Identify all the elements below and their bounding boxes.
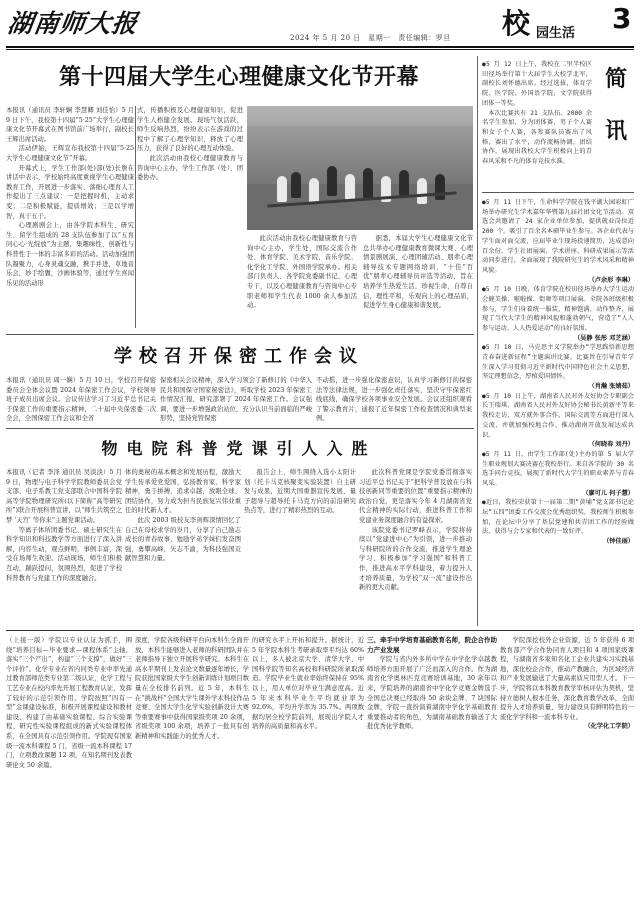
story3-column-1 [6, 468, 122, 583]
story1-column-3 [247, 234, 473, 330]
photo-figure [435, 174, 445, 200]
story1-column-2 [137, 106, 243, 183]
brief-item [482, 450, 634, 498]
section-title-big: 校 [502, 7, 531, 40]
column-rule [477, 56, 478, 626]
photo-sky [247, 106, 473, 126]
masthead [0, 0, 640, 50]
paragraph: ●5 月 10 日晚，体育学院在校田径场举办大学生运动会健美操、啦啦操、街舞等项目展演。全院各班级积极参与，学生们身着统一服装，精神饱满，动作整齐，展现了当代大学生的精神风貌和蓬勃朝气，营造了“人人参与运动、人人热爱运动”的良好氛围。 [482, 286, 634, 333]
photo-figure [277, 176, 287, 202]
section-rule [6, 630, 634, 631]
story2-headline: 学校召开保密工作会议 [114, 346, 364, 367]
paragraph: ●5 月 12 日上午，我校在二里半校区田径场举行第十大届学生大校学北军，副校长刘怀德出席。经过选拔，体育学院、医学院、外国语学院、文学院获得团体一等奖。 本次比赛共有 21 支队伍、2000 余名学生参加，分为团体赛、男子个人赛和女子个人赛，各参赛队员赛出了风格，赛出了水平，动作流畅协调，团结协作，展现出我校大学生积极向上的青春风采和不凡的体育竞技水准。 [482, 61, 592, 166]
brief-credit: （廖可儿 何子慧） [582, 489, 634, 497]
column-rule [135, 106, 136, 328]
paragraph: 本报讯（记者 李泽 通讯员 吴淡淡）5 月 9 日，物理与电子科学学院教师委员会党支部、电子系教工党支部联合中国科学院高等学院物理研究所(以下简称“高等研究所”)联合开展科普宣讲，以“师生共筑空之梦 ‘天宫’ 等你来”主题党课活动。 [6, 469, 122, 524]
paragraph: 开幕式上，学生工作部(处)部(处)长詹在讲话中表示，学校始终高度重视学生心理健康教育工作，开展进一步落实、落细心理育人工作提出了三点建议：一是把握时机，主动求变；二是积极赋能，提质增效；三是以学增智，真干五干。 [6, 164, 134, 220]
story3-column-3 [244, 468, 356, 516]
story2-column-2 [160, 376, 312, 424]
photo-figure [417, 178, 427, 204]
brief-title-char: 简 [604, 67, 627, 92]
paragraph: 学院与省内外多所中学在中学化学卓越教师培养方面开展了广泛而深入的合作。作为湖南省化学奥林匹克竞赛培训基地，30 余年以来，学院培养的湖南省中学化学竞赛金牌选手全国总决赛已经取得 50 余块金牌、7 块国际金牌，学院一直扮演着湖南中学化学基础教育重要推动者的角色，为湖南基础教育输送了大批优秀化学教师。 [367, 656, 497, 731]
story3-column-2 [125, 468, 241, 564]
bottom-column-2 [135, 636, 249, 742]
photo-figure [399, 170, 409, 196]
paragraph: ●近日，我校荣获第十一届第二期“黄埔”党支部书记论坛“五四”团委工作交流会优秀组织奖，我校师生积极参加，在论坛中分享了基层党建和共青团工作的经验做法，获得与会专家和代表的一致好评。 [482, 499, 634, 536]
header-rule [6, 46, 634, 48]
section-rule [6, 334, 474, 335]
paragraph: 活动伊始，王辉宣布我校第十四届“5·25 大学生心理健康文化节”开幕。 [6, 145, 134, 162]
brief-title [596, 64, 636, 168]
story1-column-1 [6, 106, 134, 288]
paragraph: 该院党委书记罗峰表示，学院将持续以“党建进中心”为引领，进一步推动与科研院所的合作交流，推进学生理论学习、积极参加“学习强国”和科普工作，推进高水平学科建设，着力提升人才培养质量，为学校“双一流”建设作出新的更大贡献。 [359, 526, 472, 592]
brief-item-lead [482, 60, 592, 167]
bottom-column-5 [500, 636, 634, 732]
paragraph: 式，传播积极及心理健康知识，促进学生人格健全发展。现场气氛活跃，师生反响热烈，纷纷表示在游戏的过程中了解了心理学知识，释放了心理压力，获得了良好的心理互动体验。 [137, 107, 243, 153]
brief-title-char: 讯 [604, 119, 627, 144]
section-header [500, 4, 640, 44]
brief-item [482, 498, 634, 546]
paragraph: 此次活动由我校心理健康教育与咨询中心主办，学生工作部（处）、团委协办。 [137, 154, 243, 182]
bottom-column-4 [367, 636, 497, 732]
paragraph: 此次科普党课是学院党委贯彻落实习近平总书记关于“把科学普及放在与科技创新同等重要的位置”重要指示精神的政治自觉，更是落实今年 4 月湖南省党代会精神的实际行动，推进科普工作和党建业务深度融合的有益探索。 [359, 469, 472, 524]
photo-figure [363, 168, 373, 198]
bottom-column-3 [252, 636, 364, 732]
story1-headline: 第十四届大学生心理健康文化节开幕 [58, 65, 419, 90]
paragraph: 此次 2003 级校友李剑辉深情回忆了自己在母校求学的岁月，分享了自己励志成长的青春故事，勉励学弟学妹们发奋图强，勇攀高峰，矢志不渝，为科技强国贡献智慧和力量。 [125, 516, 241, 563]
brief-item [482, 343, 634, 391]
paragraph: 心理剧剧会上，由各学院本科生、研究生、留学生组成的 28 支队伍参加了以“五育同心心·光绽放”为主题，集趣味性、创新性与科普性于一体的丰富多彩的活动。活动加强团队凝聚力，心身灵魂交融，携手并进，草地音乐会，妙手绘囊，沙画体验等，通过学生喜闻乐见的活动形 [6, 222, 134, 287]
section-title-small: 园生活 [536, 26, 576, 41]
story3-headline: 物电院科普党课引人入胜 [101, 439, 377, 458]
bottom-column-1 [6, 636, 132, 770]
photo-figure [327, 166, 337, 196]
paragraph: 报告会上，师生围绕入选小太阳计划（托卡马克核聚变实验装置）自主研发与成果，近期大国重器宣传发展、量子超导与超导托卡马克方向的前沿研究热点等，进行了精彩热烈的互动。 [244, 469, 356, 515]
paragraph: 不动摇，进一步强化保密意识，认真学习新修订的保密法等法律法规，进一步强化责任落实，坚决守牢保密红线底线，确保学校各项事业安全发展。会议还组织观看了警示教育片，通报了近年保密工作检查情况和典型案例。 [316, 377, 472, 423]
subheading: 三、牵手中学培育基础教育名师，院企合作助力产业发展 [367, 636, 497, 654]
paragraph: 学院深挖校外企业资源，近 5 年获得 6 项教育部产学合作协同育人项目和 4 项国家级课程，与湖南省多家知名化工企业共建实习实践基地，深化校企合作，推动产教融合，为区域经济和产业发展输送了大量高素质应用型人才。下一步，学院将以本科教育教学审核评估为契机，坚持立德树人根本任务，深化教育教学改革，全面提升人才培养质量，努力建设具有鲜明特色的一流化学学科和一流本科专业。 [500, 637, 634, 721]
brief-credit: （肖瀚 张婧茹） [588, 383, 634, 391]
paragraph: ●5 月 11 日下午，生命科学学院在钱平湖大园彩虹广场举办研究生学术嘉年华暨第九届社团文化节活动。双选会共邀请了 24 家企业单位参加，提供就业岗位近 200 个。吸引了百余名本硕毕业生参与。各企业代表与学生面对面交流，应届毕业生现场投递简历，达成意向百余份。学生社团展演、学术讲座、科研成果展示等活动同步进行，全面展现了我院研究生的学术风采和精神风貌。 [482, 199, 634, 274]
paragraph: 保密相关会议精神，深入学习领会了新修订的《中华人民共和国保守国家秘密法》，听取学校 2023 年保密工作情况汇报，研究部署了 2024 年保密工作。会议强调，要进一步增强政治站位，充分认识当前面临的严峻形势，坚持党管保密 [160, 377, 312, 423]
photo-figure [345, 174, 355, 200]
story2-column-1 [6, 376, 156, 424]
paragraph: 等离子体所团委书记、硕士研究生在科学知识和科技教学等方面进行了深入讲解，内容生动，观点鲜明，事例丰富，深受在场师生欢迎。活动现场，师生们积极互动，踊跃提问，氛围热烈，促进了学校科普教育与党建工作的深度融合。 [6, 526, 122, 582]
brief-credit: （何晓春 刘丹） [588, 441, 634, 449]
paragraph: 深度，学院各级科研平台向本科生全面开放，本科生能够进入老师的科研团队并在老师指导下独立开展科学研究。本科生在高水平期刊上发表论文数量逐年增长，学院获批国家级大学生创新训练计划项目数量在全校排名前列。近 5 年，本科生在“挑战杯”全国大学生课外学术科技作品竞赛、全国大学生化学实验创新设计大赛等重要赛事中获得国家级奖项 20 余项，省级奖项 100 余项，培养了一批具有创新精神和实践能力的优秀人才。 [135, 637, 249, 740]
paragraph: ●5 月 10 日上午，湖南省人民对外友好协会专职副会长王瑞琪、湖南省人民对外友好协会秘书长黄新平等来我校走访，双方就外事合作、国际交流等方面进行深入交流，并就加强校地合作、推动湖南开放发展达成共识。 [482, 392, 634, 439]
brief-item [482, 198, 634, 285]
brief-credit: （吴静 张彤 邓芝涵） [574, 334, 634, 342]
brief-rule [482, 192, 634, 193]
story-credit: （化学化工学院） [584, 723, 634, 731]
photo-figure [291, 172, 301, 198]
paragraph: ●5 月 10 日，马克思主义学院举办“学思践悟新思想 青春奋进新征程”主题演讲比赛。比赛旨在引导青年学生深入学习贯彻习近平新时代中国特色社会主义思想，坚定理想信念，厚植爱国情怀。 [482, 344, 634, 381]
page-number: 3 [612, 2, 632, 35]
section-rule [6, 428, 474, 429]
paragraph: 体的奥秘的基本概念和发展历程，激励大学生传承爱党爱国、弘扬教育家、科学家精神，勇于拼搏，追求卓越，放眼全球、团结协作，努力成为担当民族复兴伟业重任的时代新人才。 [125, 469, 241, 515]
paragraph: 本报讯（通讯员 李轩娴 李慧卿 刘佳怡）5 月 9 日下午，我校第十四届“5·25”大学生心理健康文化节开幕式在图书馆前广场举行，副校长王辉出席活动。 [6, 107, 134, 143]
paragraph: ●5 月 11 日，由学生工作部(处)主办的第 5 届大学生职业规划大赛决赛在我校举行。来自各学院的 30 名选手同台竞技，展现了新时代大学生的职业素养与青春风采。 [482, 450, 634, 487]
paragraph: （上接一版）学院以专业认证为抓手，围绕“培养目标—毕业要求—课程体系”主轴，落实“三个产出”，构建“三个支撑”，做好“三个评价”。化学专业在省内同类专业中率先通过教育部师范类专业第二级认证，化学工程与工艺专业在校内率先开展工程教育认证，发挥了较好的示范引领作用。学院按照“四有一型”金课建设标准，积极开展课程建设和教材建设，构建了由基础实验课程、综合实验课程、研究性实验课程组成的新式实验课程体系，在全国具有示范引领作用。学院现有国家级一流本科课程 5 门，省级一流本科课程 17 门，立项教改课题 12 项，在知名期刊发表教研论文 50 余篇。 [6, 637, 132, 769]
paragraph: 据悉，本届大学生心理健康文化节总共举办心理健康教育微课大赛、心理情景剧展演、心理团辅活动、朋辈心理辅导技术专题网络培训、“十佳”百优”朋辈心理辅导员评选等活动，旨在培养学生热爱生活，珍视生命，自尊自信，理性平和，乐观向上的心理品质，促进学生身心健康和谐发展。 [363, 235, 473, 310]
brief-credit: （钟佳丽） [603, 538, 634, 546]
event-photo [247, 106, 473, 230]
brief-item [482, 392, 634, 450]
paragraph: 此次活动由我校心理健康教育与咨询中心主办，学生处，国际交流合作处、体育学院、美术学院、音乐学院、化学化工学院、外国语学院承办。相关部门负责人、各学院党委副书记、心理专干，以及心理健康教育与咨询中心专职老师和学生代表 1000 余人参加活动。 [247, 235, 357, 310]
story2-column-3 [316, 376, 472, 424]
issue-line: 2024 年 5 月 20 日 星期一 责任编辑：罗旦 [290, 34, 451, 42]
brief-item [482, 285, 634, 343]
paragraph: 的研究水平上开拓和提升。据统计，近 5 年学院本科生考研录取率平均达 60% 以上，多人被北京大学、清华大学、中国科学院等知名高校和科研院所录取深造。学院毕业生就业率始终保持在 95% 以上，用人单位对毕业生满意度高。近 5 年来本科毕业生平均就业率为 92.6%，平均升学率为 35.7%。两项数据均居全校学院前列，展现出学院人才培养的高质量和高水平。 [252, 637, 364, 731]
header-rule-thin [6, 49, 634, 50]
brief-credit: （卢余形 李琳） [588, 276, 634, 284]
paper-name: 湖南师大报 [5, 9, 140, 38]
paragraph: 本报讯（通讯员 周一娴）5 月 10 日，学校召开保密委员会全体会议暨 2024 年保密工作会议，学校领导班子成员出席会议。会议传达学习了习近平总书记关于保密工作的重要指示精神，二十届中央保密委二次全会，全国保密工作会议和全省 [6, 377, 156, 423]
story3-column-4 [359, 468, 472, 593]
brief-list [482, 198, 634, 547]
